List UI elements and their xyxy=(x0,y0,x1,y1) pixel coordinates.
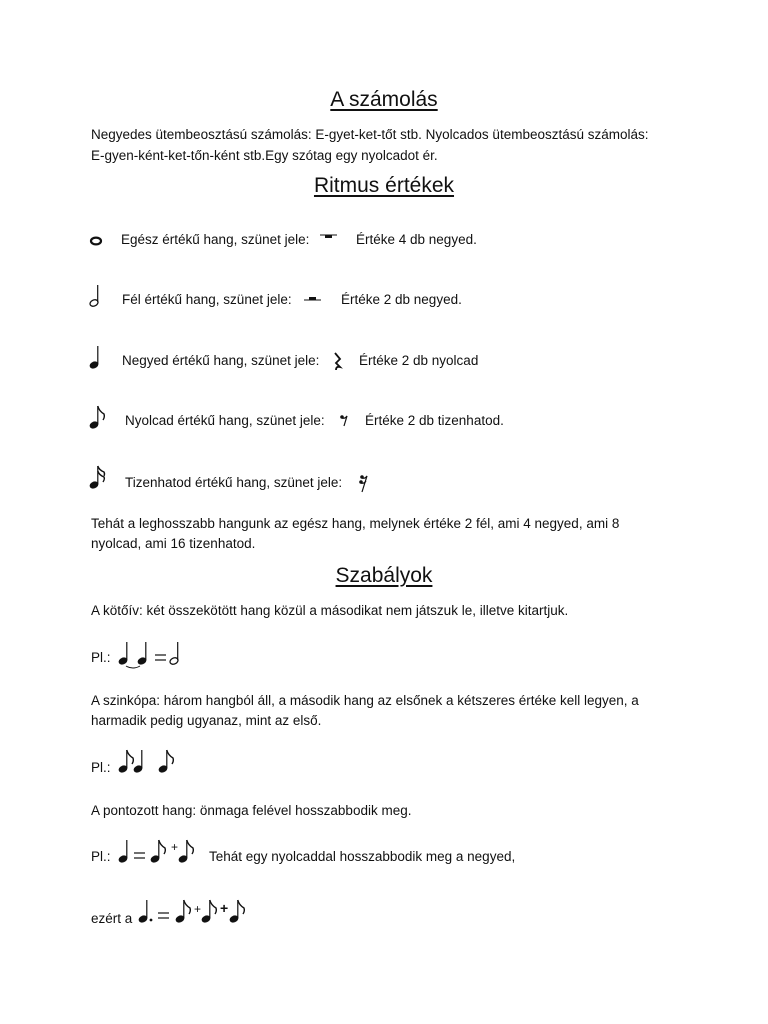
syncope-example-notes-icon xyxy=(118,748,180,778)
whole-note-icon xyxy=(90,236,104,246)
summary-line-2: nyolcad, ami 16 tizenhatod. xyxy=(91,536,256,551)
syncope-line-1: A szinkópa: három hangból áll, a második hang az elsőnek a kétszeres értéke kell legyen, a xyxy=(91,693,639,708)
therefore-plus-2: + xyxy=(220,900,229,916)
eighth-note-worth: Értéke 2 db tizenhatod. xyxy=(365,413,504,428)
dotted-example-label: Pl.: xyxy=(91,849,111,864)
page-title: A számolás xyxy=(330,88,438,111)
summary-line-1: Tehát a leghosszabb hangunk az egész hang, melynek értéke 2 fél, ami 4 negyed, ami 8 xyxy=(91,516,620,531)
rules-heading: Szabályok xyxy=(335,564,433,587)
tie-example-notes-icon xyxy=(118,640,188,672)
whole-rest-icon xyxy=(320,232,338,242)
quarter-note-label: Negyed értékű hang, szünet jele: xyxy=(122,353,320,368)
syncope-line-2: harmadik pedig ugyanaz, mint az első. xyxy=(91,713,322,728)
sixteenth-rest-icon xyxy=(358,474,370,494)
eighth-note-label: Nyolcad értékű hang, szünet jele: xyxy=(125,413,325,428)
syncope-example-label: Pl.: xyxy=(91,760,111,775)
dotted-example-notes-icon xyxy=(118,838,200,868)
dotted-example-plus: + xyxy=(171,840,179,854)
rhythm-heading: Ritmus értékek xyxy=(313,174,455,197)
half-note-worth: Értéke 2 db negyed. xyxy=(341,292,462,307)
therefore-notes-icon xyxy=(138,898,248,928)
whole-note-worth: Értéke 4 db negyed. xyxy=(356,232,477,247)
half-note-label: Fél értékű hang, szünet jele: xyxy=(122,292,292,307)
whole-note-label: Egész értékű hang, szünet jele: xyxy=(121,232,310,247)
intro-line-1: Negyedes ütembeosztású számolás: E-gyet-ket-tőt stb. Nyolcados ütembeosztású számolás: xyxy=(91,127,649,142)
quarter-note-worth: Értéke 2 db nyolcad xyxy=(359,353,479,368)
quarter-note-icon xyxy=(89,344,103,370)
dotted-explain-text: Tehát egy nyolcaddal hosszabbodik meg a negyed, xyxy=(209,849,516,864)
therefore-label: ezért a xyxy=(91,911,133,926)
tie-rule-text: A kötőív: két összekötött hang közül a másodikat nem játszuk le, illetve kitartjuk. xyxy=(91,603,569,618)
sixteenth-note-icon xyxy=(89,464,107,490)
dotted-rule-text: A pontozott hang: önmaga felével hosszabbodik meg. xyxy=(91,803,412,818)
therefore-plus-1: + xyxy=(194,902,202,916)
eighth-rest-icon xyxy=(339,414,349,428)
sixteenth-note-label: Tizenhatod értékű hang, szünet jele: xyxy=(125,475,343,490)
eighth-note-icon xyxy=(89,404,107,430)
tie-example-label: Pl.: xyxy=(91,650,111,665)
quarter-rest-icon xyxy=(331,352,343,372)
half-rest-icon xyxy=(304,295,322,305)
half-note-icon xyxy=(89,284,103,308)
intro-line-2: E-gyen-ként-ket-tőn-ként stb.Egy szótag egy nyolcadot ér. xyxy=(91,148,438,163)
